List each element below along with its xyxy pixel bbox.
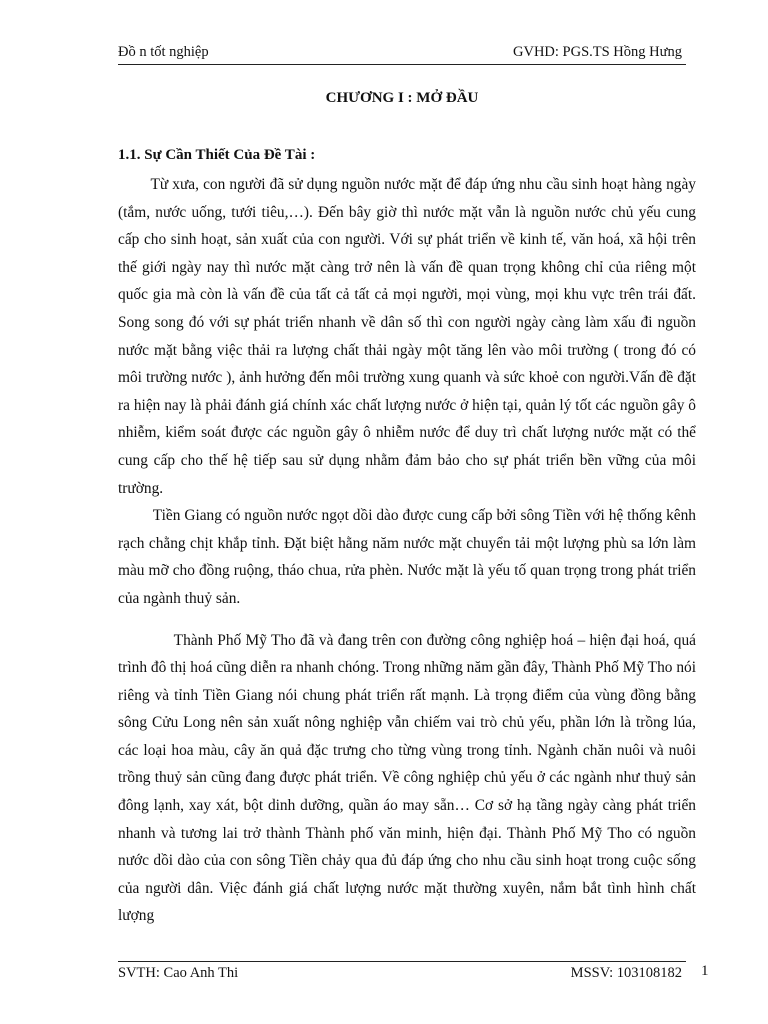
paragraph-text: Tiền Giang có nguồn nước ngọt dồi dào được cung cấp bởi sông Tiền với hệ thống kênh rạch chằng chịt khắp tỉnh. Đặt biệt hằng năm nước mặt chuyển tải một lượng phù sa lớn làm màu mỡ cho đồng ruộng, tháo chua, rửa phèn. Nước mặt là yếu tố quan trọng trong phát triển của ngành thuỷ sản.	[118, 507, 696, 607]
paragraph-2	[118, 502, 696, 612]
paragraph-3	[118, 627, 696, 931]
paragraph-indent	[118, 632, 174, 649]
page-header	[118, 43, 682, 63]
page-number: 1	[701, 963, 709, 979]
paragraph-text: Từ xưa, con người đã sử dụng nguồn nước mặt để đáp ứng nhu cầu sinh hoạt hàng ngày (tắm, nước uống, tưới tiêu,…). Đến bây giờ thì nước mặt vẫn là nguồn nước chủ yếu cung cấp cho sinh hoạt, sản xuất của con người. Với sự phát triển về kinh tế, văn hoá, xã hội trên thế giới ngày nay thì nước mặt càng trở nên là vấn đề quan trọng không chỉ của riêng một quốc gia mà còn là vấn đề của tất cả tất cả mọi người, mọi vùng, mọi khu vực trên trái đất. Song song đó với sự phát triển nhanh về dân số thì con người ngày càng làm xấu đi nguồn nước mặt bằng việc thải ra lượng chất thải ngày một tăng lên vào môi trường ( trong đó có môi trường nước ), ảnh hưởng đến môi trường xung quanh và sức khoẻ con người.Vấn đề đặt ra hiện nay là phải đánh giá chính xác chất lượng nước ở hiện tại, quản lý tốt các nguồn gây ô nhiễm, kiểm soát được các nguồn gây ô nhiễm nước để duy trì chất lượng nước mặt có thể cung cấp cho thế hệ tiếp sau sử dụng nhằm đảm bảo cho sự phát triển bền vững của môi trường.	[118, 176, 696, 497]
footer-left-text: SVTH: Cao Anh Thi	[118, 965, 239, 981]
header-right-text: GVHD: PGS.TS Hồng Hưng	[513, 44, 682, 60]
header-left-text: Đồ n tốt nghiệp	[118, 44, 209, 60]
body-text	[118, 171, 696, 930]
page-footer	[118, 964, 682, 984]
paragraph-text: Thành Phố Mỹ Tho đã và đang trên con đường công nghiệp hoá – hiện đại hoá, quá trình đô thị hoá cũng diễn ra nhanh chóng. Trong những năm gần đây, Thành Phố Mỹ Tho nói riêng và tỉnh Tiền Giang nói chung phát triển rất mạnh. Là trọng điểm của vùng đồng bằng sông Cửu Long nên sản xuất nông nghiệp vẫn chiếm vai trò chủ yếu, phần lớn là trồng lúa, các loại hoa màu, cây ăn quả đặc trưng cho từng vùng trong tỉnh. Ngành chăn nuôi và nuôi trồng thuỷ sản cũng đang được phát triển. Về công nghiệp chủ yếu ở các ngành như thuỷ sản đông lạnh, xay xát, bột dinh dưỡng, quần áo may sẵn… Cơ sở hạ tầng ngày càng phát triển nhanh và tương lai trở thành Thành phố văn minh, hiện đại. Thành Phố Mỹ Tho có nguồn nước dồi dào của con sông Tiền chảy qua đủ đáp ứng cho nhu cầu sinh hoạt trong cuộc sống của người dân. Việc đánh giá chất lượng nước mặt thường xuyên, nắm bắt tình hình chất lượng	[118, 631, 696, 925]
chapter-title: CHƯƠNG I : MỞ ĐẦU	[325, 90, 479, 106]
section-title: 1.1. Sự Cần Thiết Của Đề Tài :	[118, 147, 316, 163]
paragraph-indent	[118, 176, 150, 193]
paragraph-indent	[118, 507, 153, 524]
footer-right-text: MSSV: 103108182	[570, 965, 682, 981]
header-divider	[118, 64, 686, 65]
paragraph-1	[118, 171, 696, 502]
footer-divider	[118, 961, 686, 962]
